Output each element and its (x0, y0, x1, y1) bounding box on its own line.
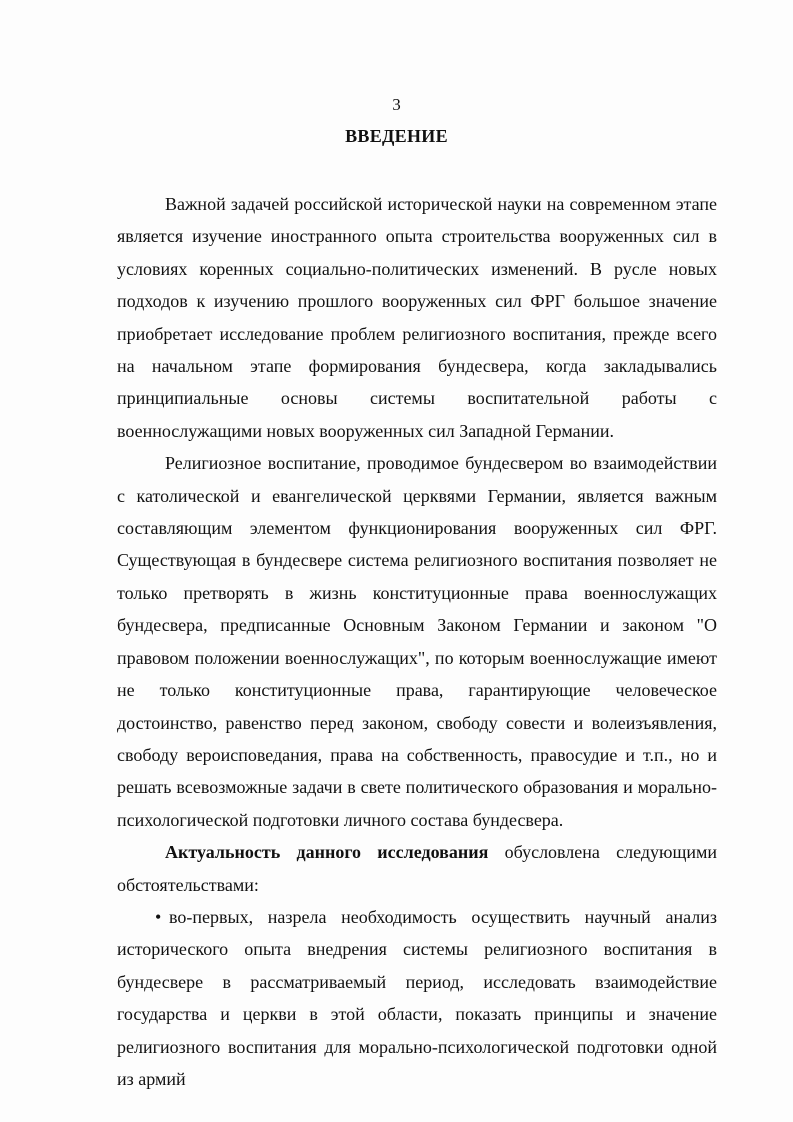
body-text (117, 188, 717, 1095)
paragraph-2: Религиозное воспитание, проводимое бундесвером во взаимодействии с католической и евангелической церквями Германии, является важным составляющим элементом функционирования вооруженных сил ФРГ. Существующая в бундесвере система религиозного воспитания позволяет не только претворять в жизнь конституционные права военнослужащих бундесвера, предписанные Основным Законом Германии и законом "О правовом положении военнослужащих", по которым военнослужащие имеют не только конституционные права, гарантирующие человеческое достоинство, равенство перед законом, свободу совести и волеизъявления, свободу вероисповедания, права на собственность, правосудие и т.п., но и решать всевозможные задачи в свете политического образования и морально-психологической подготовки личного состава бундесвера. (117, 453, 717, 830)
section-heading: ВВЕДЕНИЕ (345, 126, 448, 146)
paragraph-3 (117, 836, 717, 901)
bullet-icon: • (155, 906, 162, 927)
list-item-text: во-первых, назрела необходимость осуществить научный анализ исторического опыта внедрения системы религиозного воспитания в бундесвере в рассматриваемый период, исследовать взаимодействие государства и церкви в этой области, показать принципы и значение религиозного воспитания для морально-психологической подготовки одной из армий (117, 906, 717, 1089)
relevance-label: Актуальность данного исследования (165, 842, 489, 863)
paragraph-1: Важной задачей российской исторической науки на современном этапе является изучение иностранного опыта строительства вооруженных сил в условиях коренных социально-политических изменений. В русле новых подходов к изучению прошлого вооруженных сил ФРГ большое значение приобретает исследование проблем религиозного воспитания, прежде всего на начальном этапе формирования бундесвера, когда закладывались принципиальные основы системы воспитательной работы с военнослужащими новых вооруженных сил Западной Германии. (117, 194, 717, 441)
list-item (117, 901, 717, 1095)
relevance-text: обусловлена следующими обстоятельствами: (117, 842, 717, 895)
page-number: 3 (392, 95, 401, 114)
